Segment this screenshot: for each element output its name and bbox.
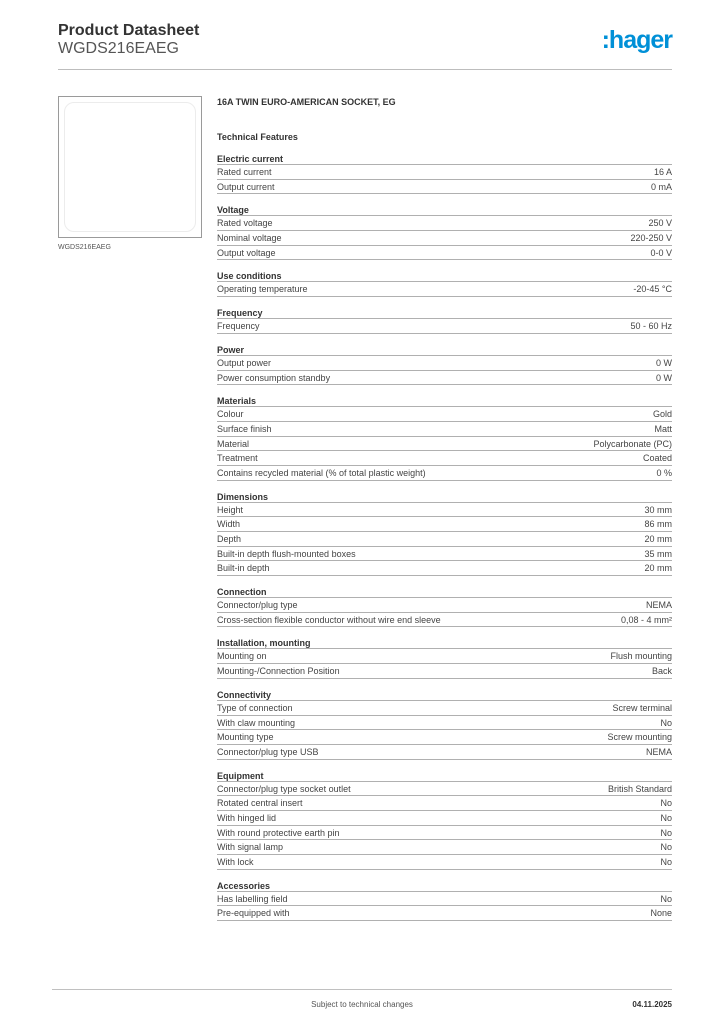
feature-value: Gold — [652, 409, 672, 420]
feature-row — [217, 547, 672, 562]
feature-label: Built-in depth flush-mounted boxes — [217, 548, 356, 559]
feature-value: 220-250 V — [630, 233, 672, 244]
feature-label: Material — [217, 438, 250, 449]
section-gap — [217, 679, 672, 689]
feature-row — [217, 730, 672, 745]
feature-value: -20-45 °C — [633, 284, 672, 295]
feature-label: Output current — [217, 181, 275, 192]
feature-label: Width — [217, 519, 241, 530]
feature-row — [217, 598, 672, 613]
feature-section — [217, 770, 672, 870]
feature-label: Has labelling field — [217, 893, 288, 904]
section-title: Connection — [217, 586, 672, 598]
feature-value: 0 % — [656, 467, 672, 478]
feature-row — [217, 716, 672, 731]
feature-row — [217, 855, 672, 870]
feature-value: None — [650, 908, 672, 919]
section-gap — [217, 194, 672, 204]
feature-row — [217, 517, 672, 532]
section-gap — [217, 576, 672, 586]
feature-row — [217, 796, 672, 811]
feature-value: 250 V — [648, 218, 672, 229]
page-footer — [52, 989, 672, 1019]
feature-label: Rotated central insert — [217, 798, 303, 809]
spacer — [217, 143, 672, 153]
section-title: Dimensions — [217, 491, 672, 503]
section-gap — [217, 627, 672, 637]
feature-row — [217, 826, 672, 841]
feature-label: Rated voltage — [217, 218, 273, 229]
feature-section — [217, 689, 672, 760]
feature-label: Contains recycled material (% of total plastic weight) — [217, 467, 426, 478]
feature-value: 0 mA — [650, 181, 672, 192]
feature-row — [217, 840, 672, 855]
feature-row — [217, 664, 672, 679]
feature-label: Frequency — [217, 321, 260, 332]
feature-row — [217, 745, 672, 760]
feature-label: Surface finish — [217, 423, 272, 434]
footer-date: 04.11.2025 — [632, 1000, 672, 1009]
feature-value: 0 W — [655, 372, 672, 383]
feature-row — [217, 319, 672, 334]
feature-row — [217, 407, 672, 422]
section-gap — [217, 260, 672, 270]
feature-row — [217, 503, 672, 518]
feature-row — [217, 216, 672, 231]
section-gap — [217, 297, 672, 307]
section-title: Materials — [217, 395, 672, 407]
feature-label: Connector/plug type USB — [217, 746, 319, 757]
feature-value: No — [660, 893, 672, 904]
feature-label: Type of connection — [217, 702, 293, 713]
feature-sections — [217, 153, 672, 921]
document-title: Product Datasheet — [58, 22, 200, 39]
feature-value: Screw terminal — [612, 702, 672, 713]
feature-row — [217, 892, 672, 907]
feature-label: Treatment — [217, 453, 258, 464]
feature-value: No — [660, 717, 672, 728]
feature-row — [217, 613, 672, 628]
feature-value: NEMA — [645, 600, 672, 611]
feature-row — [217, 906, 672, 921]
feature-value: Screw mounting — [607, 732, 672, 743]
feature-value: 30 mm — [644, 504, 672, 515]
feature-label: Rated current — [217, 167, 272, 177]
section-title: Installation, mounting — [217, 637, 672, 649]
feature-row — [217, 466, 672, 481]
feature-section — [217, 344, 672, 385]
feature-value: No — [660, 827, 672, 838]
feature-value: 86 mm — [644, 519, 672, 530]
feature-row — [217, 532, 672, 547]
feature-row — [217, 282, 672, 297]
feature-value: No — [660, 857, 672, 867]
feature-value: NEMA — [645, 746, 672, 757]
section-title: Connectivity — [217, 689, 672, 701]
feature-label: Connector/plug type socket outlet — [217, 783, 351, 794]
feature-label: Output power — [217, 357, 272, 368]
feature-label: Colour — [217, 409, 244, 420]
footer-note: Subject to technical changes — [311, 1000, 413, 1009]
feature-value: Coated — [642, 453, 672, 464]
feature-label: With signal lamp — [217, 842, 284, 853]
feature-label: Pre-equipped with — [217, 908, 290, 919]
feature-value: No — [660, 842, 672, 853]
feature-label: With claw mounting — [217, 717, 296, 728]
feature-row — [217, 701, 672, 716]
feature-section — [217, 270, 672, 297]
feature-row — [217, 180, 672, 195]
feature-label: With round protective earth pin — [217, 827, 340, 838]
feature-section — [217, 586, 672, 627]
page-header — [58, 22, 672, 70]
feature-label: Output voltage — [217, 247, 276, 258]
section-title: Accessories — [217, 880, 672, 892]
feature-label: Connector/plug type — [217, 600, 298, 611]
feature-label: Power consumption standby — [217, 372, 331, 383]
feature-row — [217, 165, 672, 180]
feature-value: Back — [651, 666, 672, 677]
feature-value: 20 mm — [644, 534, 672, 544]
section-title: Use conditions — [217, 270, 672, 282]
product-reference: WGDS216EAEG — [58, 40, 179, 57]
feature-section — [217, 204, 672, 260]
feature-label: With lock — [217, 857, 254, 867]
socket-outline-image — [64, 102, 196, 232]
feature-label: With hinged lid — [217, 812, 277, 823]
feature-section — [217, 491, 672, 576]
section-title: Electric current — [217, 153, 672, 165]
feature-row — [217, 437, 672, 452]
technical-features-title: Technical Features — [217, 132, 298, 142]
feature-value: 20 mm — [644, 563, 672, 574]
feature-value: 0-0 V — [650, 247, 672, 258]
feature-row — [217, 231, 672, 246]
feature-value: 0 W — [655, 357, 672, 368]
feature-value: 50 - 60 Hz — [630, 321, 672, 332]
feature-value: British Standard — [607, 783, 672, 794]
feature-value: Matt — [654, 423, 672, 434]
feature-value: No — [660, 812, 672, 823]
hager-logo: :hager — [601, 26, 672, 54]
section-gap — [217, 334, 672, 344]
feature-row — [217, 782, 672, 797]
feature-value: 0,08 - 4 mm² — [620, 614, 672, 625]
section-gap — [217, 385, 672, 395]
section-title: Frequency — [217, 307, 672, 319]
feature-row — [217, 561, 672, 576]
feature-section — [217, 307, 672, 334]
feature-section — [217, 153, 672, 194]
feature-label: Cross-section flexible conductor without wire end sleeve — [217, 614, 441, 625]
feature-label: Height — [217, 504, 244, 515]
feature-row — [217, 371, 672, 386]
feature-row — [217, 451, 672, 466]
feature-label: Mounting type — [217, 732, 274, 743]
feature-label: Nominal voltage — [217, 233, 282, 244]
feature-label: Mounting on — [217, 651, 267, 662]
section-title: Voltage — [217, 204, 672, 216]
feature-section — [217, 880, 672, 921]
feature-value: Flush mounting — [610, 651, 672, 662]
feature-row — [217, 356, 672, 371]
feature-label: Operating temperature — [217, 284, 308, 295]
feature-section — [217, 395, 672, 480]
image-caption: WGDS216EAEG — [58, 244, 111, 251]
section-gap — [217, 481, 672, 491]
product-description: 16A TWIN EURO-AMERICAN SOCKET, EG — [217, 97, 396, 107]
section-title: Power — [217, 344, 672, 356]
feature-label: Depth — [217, 534, 242, 544]
section-title: Equipment — [217, 770, 672, 782]
feature-row — [217, 649, 672, 664]
feature-row — [217, 246, 672, 261]
feature-value: No — [660, 798, 672, 809]
product-image — [58, 96, 202, 238]
feature-section — [217, 637, 672, 678]
feature-value: 16 A — [653, 167, 672, 177]
feature-row — [217, 811, 672, 826]
feature-label: Mounting-/Connection Position — [217, 666, 340, 677]
feature-label: Built-in depth — [217, 563, 270, 574]
feature-row — [217, 422, 672, 437]
feature-value: Polycarbonate (PC) — [593, 438, 672, 449]
section-gap — [217, 870, 672, 880]
technical-content — [217, 96, 672, 921]
feature-value: 35 mm — [644, 548, 672, 559]
section-gap — [217, 760, 672, 770]
